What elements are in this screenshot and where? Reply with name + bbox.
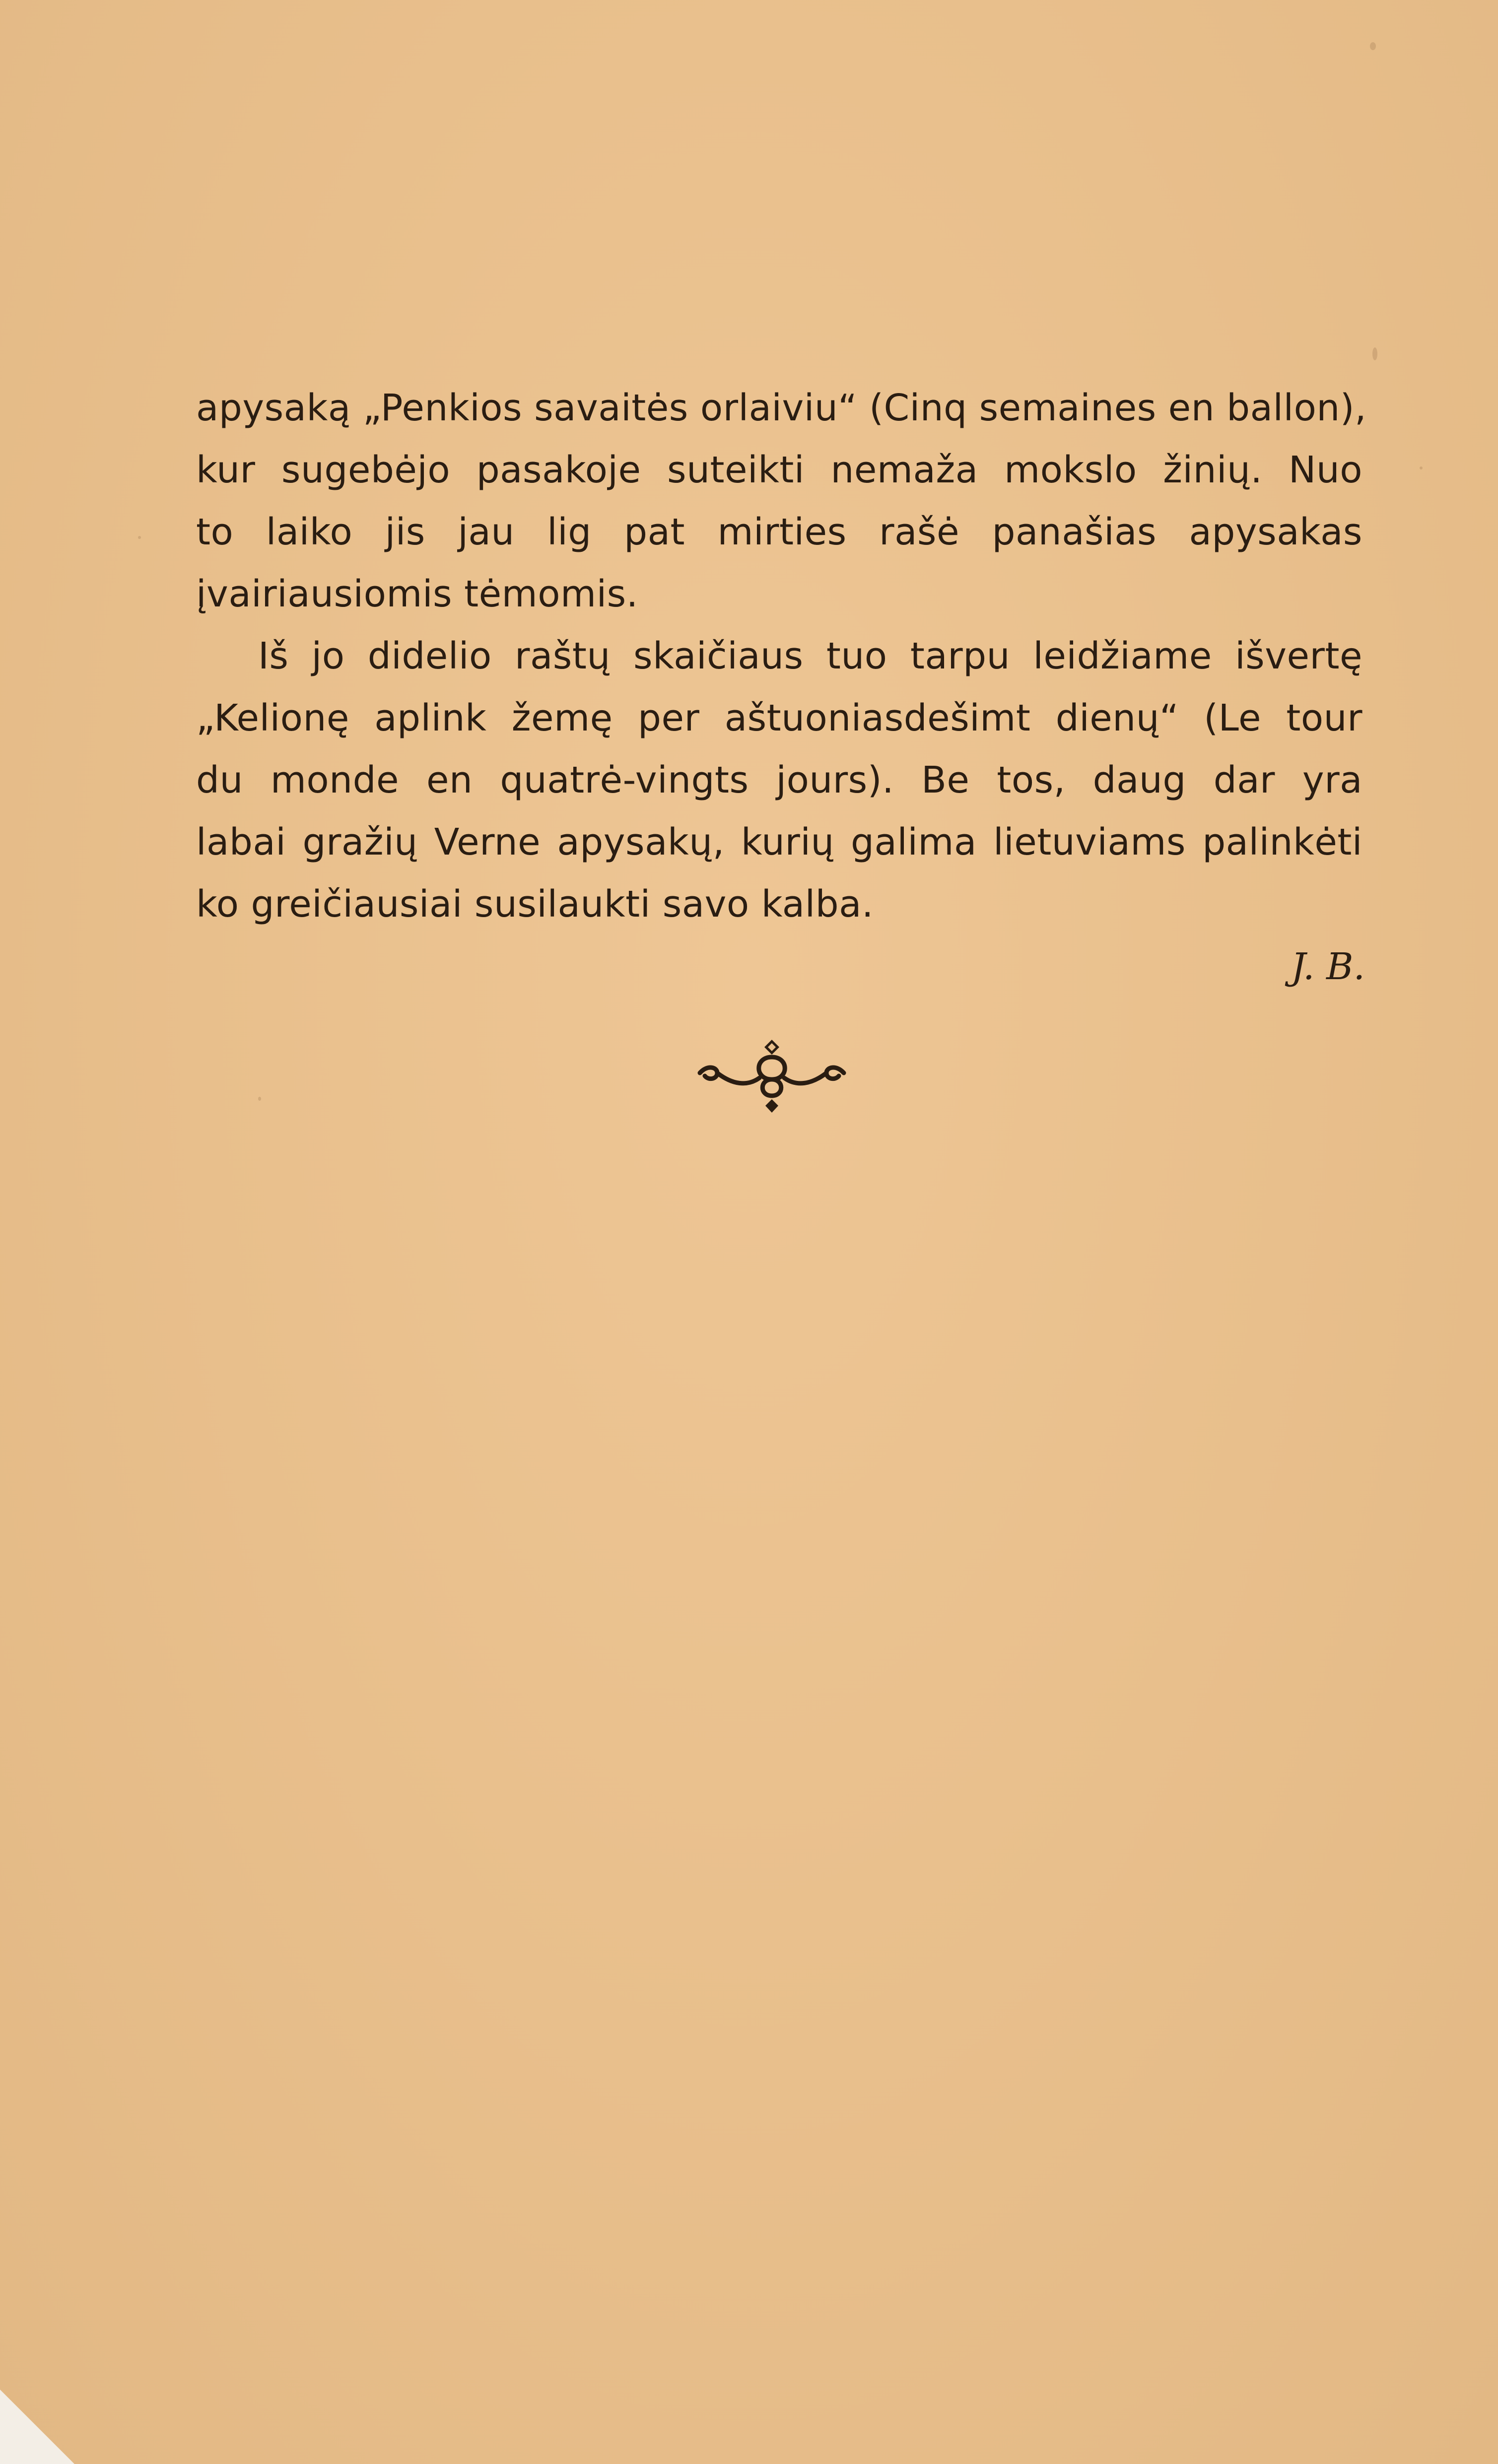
paper-speck bbox=[258, 1097, 261, 1101]
paper-speck bbox=[138, 536, 141, 539]
text-line: apysaką „Penkios savaitės orlaiviu“ (Cinq semaines en ballon), bbox=[196, 387, 1367, 429]
text-line: du monde en quatrė-vingts jours). Be tos, daug dar yra bbox=[196, 759, 1362, 801]
text-line: ko greičiausiai susilaukti savo kalba. bbox=[196, 883, 874, 926]
text-line: Iš jo didelio raštų skaičiaus tuo tarpu leidžiame išvertę bbox=[258, 635, 1362, 677]
paper-speck bbox=[1420, 466, 1423, 469]
text-line: „Kelionę aplink žemę per aštuoniasdešimt dienų“ (Le tour bbox=[196, 697, 1362, 739]
paper-speck bbox=[1370, 42, 1376, 50]
text-line: įvairiausiomis tėmomis. bbox=[196, 573, 638, 615]
ornament-icon bbox=[690, 1037, 854, 1117]
text-line: kur sugebėjo pasakoje suteikti nemaža mokslo žinių. Nuo bbox=[196, 449, 1362, 491]
body-text bbox=[196, 377, 1367, 935]
text-line: labai gražių Verne apysakų, kurių galima lietuviams palinkėti bbox=[196, 821, 1362, 864]
text-line: to laiko jis jau lig pat mirties rašė panašias apysakas bbox=[196, 511, 1362, 553]
folded-corner bbox=[0, 2390, 74, 2464]
signature: J. B. bbox=[1291, 945, 1365, 988]
paper-speck bbox=[1372, 347, 1377, 360]
